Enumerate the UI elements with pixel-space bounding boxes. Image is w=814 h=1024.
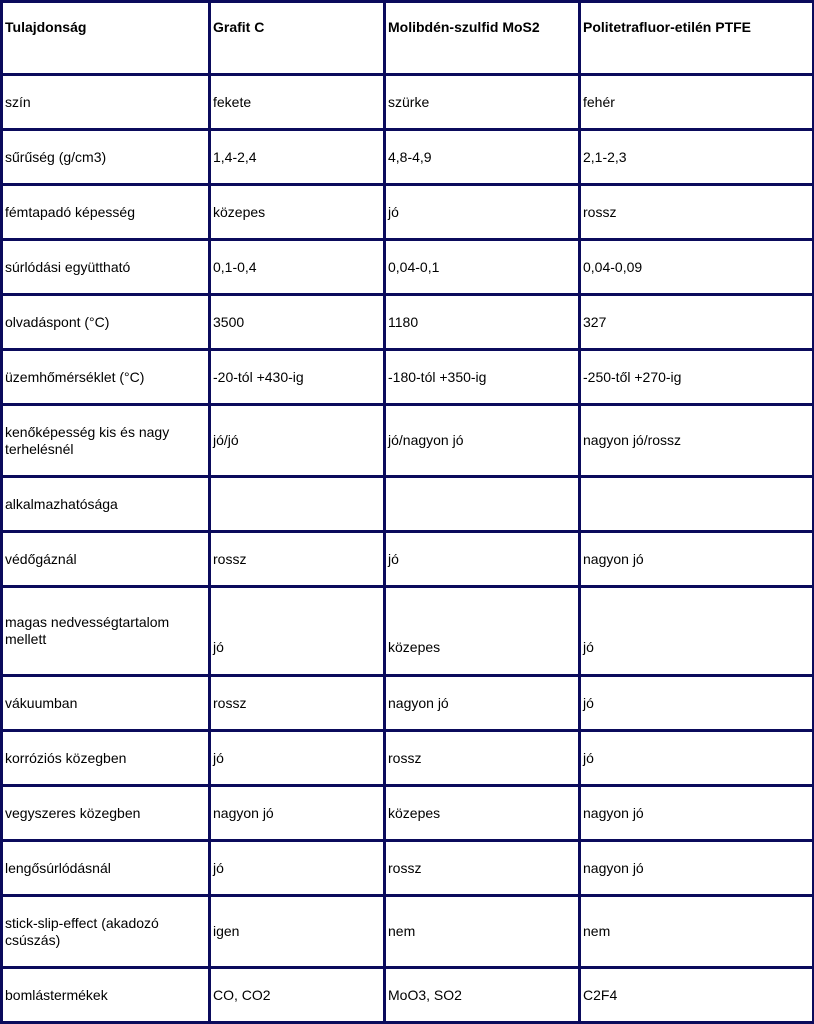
cell-graphite: fekete (210, 75, 385, 130)
cell-ptfe (580, 587, 814, 676)
table-row-section (2, 477, 814, 532)
cell-text: jó (213, 638, 224, 655)
table-row (2, 968, 814, 1023)
cell-ptfe: 2,1-2,3 (580, 130, 814, 185)
row-label: bomlástermékek (2, 968, 210, 1023)
header-mos2: Molibdén-szulfid MoS2 (385, 2, 580, 75)
row-label: korróziós közegben (2, 731, 210, 786)
cell-ptfe: nagyon jó (580, 786, 814, 841)
cell-ptfe: nagyon jó (580, 841, 814, 896)
cell-mos2: nagyon jó (385, 676, 580, 731)
cell-mos2: jó (385, 185, 580, 240)
cell-graphite: rossz (210, 676, 385, 731)
cell-graphite: -20-tól +430-ig (210, 350, 385, 405)
table-row (2, 841, 814, 896)
row-label: sűrűség (g/cm3) (2, 130, 210, 185)
cell-graphite: CO, CO2 (210, 968, 385, 1023)
table-row (2, 731, 814, 786)
cell-graphite: jó (210, 731, 385, 786)
table-row (2, 896, 814, 968)
cell-graphite: 0,1-0,4 (210, 240, 385, 295)
row-label: súrlódási együttható (2, 240, 210, 295)
cell-ptfe: 327 (580, 295, 814, 350)
table-row (2, 75, 814, 130)
header-graphite: Grafit C (210, 2, 385, 75)
table-row (2, 532, 814, 587)
row-label: vegyszeres közegben (2, 786, 210, 841)
cell-ptfe: 0,04-0,09 (580, 240, 814, 295)
row-label: üzemhőmérséklet (°C) (2, 350, 210, 405)
cell-mos2 (385, 477, 580, 532)
table-header-row (2, 2, 814, 75)
cell-text: közepes (388, 638, 441, 655)
row-label: szín (2, 75, 210, 130)
table-row (2, 587, 814, 676)
table-row (2, 786, 814, 841)
cell-ptfe: nem (580, 896, 814, 968)
header-property: Tulajdonság (2, 2, 210, 75)
row-label: stick-slip-effect (akadozó csúszás) (2, 896, 210, 968)
cell-mos2 (385, 587, 580, 676)
cell-mos2: -180-tól +350-ig (385, 350, 580, 405)
cell-mos2: szürke (385, 75, 580, 130)
row-label: védőgáznál (2, 532, 210, 587)
cell-ptfe: jó (580, 676, 814, 731)
row-label: fémtapadó képesség (2, 185, 210, 240)
row-label: magas nedvességtartalom mellett (2, 587, 210, 676)
row-label: olvadáspont (°C) (2, 295, 210, 350)
cell-mos2: 0,04-0,1 (385, 240, 580, 295)
cell-ptfe (580, 477, 814, 532)
cell-mos2: rossz (385, 841, 580, 896)
cell-mos2: közepes (385, 786, 580, 841)
cell-ptfe: fehér (580, 75, 814, 130)
cell-mos2: MoO3, SO2 (385, 968, 580, 1023)
cell-graphite: jó (210, 841, 385, 896)
row-label: lengősúrlódásnál (2, 841, 210, 896)
row-label: kenőképesség kis és nagy terhelésnél (2, 405, 210, 477)
cell-ptfe: rossz (580, 185, 814, 240)
cell-mos2: 1180 (385, 295, 580, 350)
table-row (2, 240, 814, 295)
header-ptfe: Politetrafluor-etilén PTFE (580, 2, 814, 75)
cell-graphite: rossz (210, 532, 385, 587)
cell-mos2: rossz (385, 731, 580, 786)
table-row (2, 295, 814, 350)
table-row (2, 185, 814, 240)
cell-ptfe: C2F4 (580, 968, 814, 1023)
cell-graphite: igen (210, 896, 385, 968)
cell-mos2: jó (385, 532, 580, 587)
cell-graphite: 1,4-2,4 (210, 130, 385, 185)
table-row (2, 405, 814, 477)
row-label: alkalmazhatósága (2, 477, 210, 532)
table-row (2, 130, 814, 185)
cell-graphite: nagyon jó (210, 786, 385, 841)
cell-graphite: jó/jó (210, 405, 385, 477)
table-row (2, 350, 814, 405)
cell-ptfe: nagyon jó/rossz (580, 405, 814, 477)
cell-text: jó (583, 638, 594, 655)
cell-mos2: 4,8-4,9 (385, 130, 580, 185)
cell-mos2: jó/nagyon jó (385, 405, 580, 477)
cell-graphite (210, 477, 385, 532)
table-row (2, 676, 814, 731)
cell-mos2: nem (385, 896, 580, 968)
cell-graphite (210, 587, 385, 676)
row-label: vákuumban (2, 676, 210, 731)
cell-ptfe: nagyon jó (580, 532, 814, 587)
cell-ptfe: jó (580, 731, 814, 786)
cell-ptfe: -250-től +270-ig (580, 350, 814, 405)
cell-graphite: közepes (210, 185, 385, 240)
cell-graphite: 3500 (210, 295, 385, 350)
